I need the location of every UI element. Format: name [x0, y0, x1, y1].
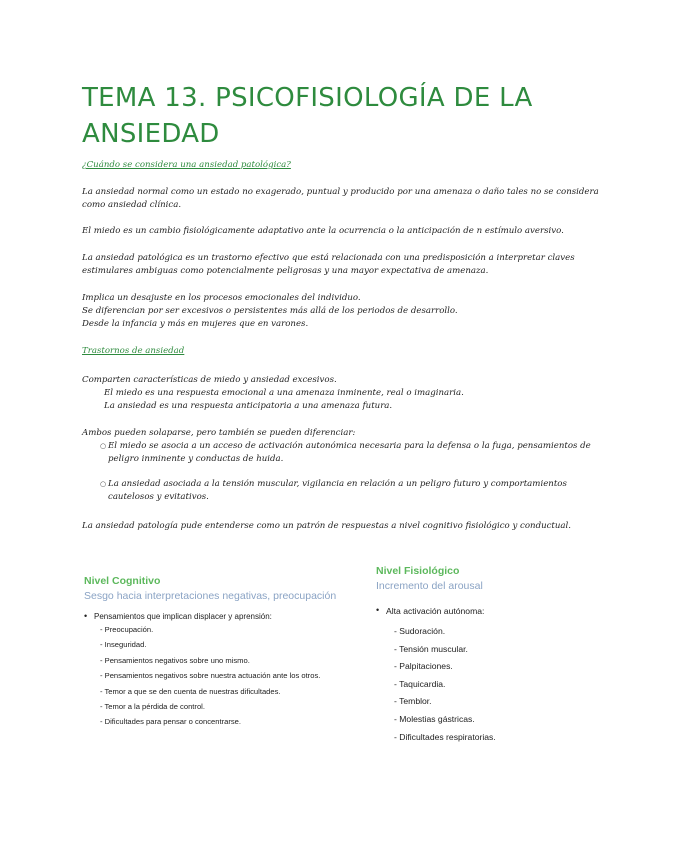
list-item: - Temor a que se den cuenta de nuestras dificultades.: [100, 686, 281, 696]
list-item: - Pensamientos negativos sobre nuestra actuación ante los otros.: [100, 671, 321, 681]
page-title: TEMA 13. PSICOFISIOLOGÍA DE LA ANSIEDAD: [82, 83, 533, 149]
cognitive-level-card: [84, 575, 374, 733]
list-item: ○ El miedo se asocia a un acceso de activación autonómica necesaria para la defensa o la fuga, pensamientos de peligro inminente y conductas de huida.: [100, 441, 591, 464]
physiological-level-card: [376, 565, 636, 749]
text-line: Comparten características de miedo y ansiedad excesivos.: [82, 375, 337, 385]
list-item: - Temor a la pérdida de control.: [100, 701, 205, 711]
card-subtitle: Incremento del arousal: [376, 580, 483, 592]
text-line: Implica un desajuste en los procesos emocionales del individuo.: [82, 293, 361, 303]
list-item: - Taquicardia.: [394, 678, 446, 689]
list-item: - Temblor.: [394, 696, 432, 707]
list-item: - Dificultades para pensar o concentrarse.: [100, 717, 241, 727]
card-subtitle: Sesgo hacia interpretaciones negativas, preocupación: [84, 590, 337, 602]
paragraph-differences: [82, 427, 602, 504]
physiological-list: [376, 626, 636, 742]
list-item: - Sudoración.: [394, 626, 446, 636]
text-line: El miedo es una respuesta emocional a una amenaza inminente, real o imaginaria.: [104, 388, 464, 398]
card-title: Nivel Fisiológico: [376, 565, 460, 577]
list-lead: • Alta activación autónoma:: [376, 606, 636, 616]
list-item: - Preocupación.: [100, 625, 154, 634]
list-item: - Inseguridad.: [100, 640, 147, 650]
paragraph-fear: El miedo es un cambio fisiológicamente adaptativo ante la ocurrencia o la anticipación de n estímulo aversivo.: [82, 226, 564, 236]
list-item: - Dificultades respiratorias.: [394, 731, 496, 742]
bullet-icon: ○: [100, 480, 107, 488]
list-item: - Pensamientos negativos sobre uno mismo.: [100, 655, 250, 665]
paragraph-normal-anxiety: La ansiedad normal como un estado no exagerado, puntual y producido por una amenaza o daño tales no se considera como ansiedad clínica.: [82, 187, 599, 210]
text-line: La ansiedad es una respuesta anticipatoria a una amenaza futura.: [104, 401, 393, 411]
list-item: - Tensión muscular.: [394, 643, 468, 654]
list-item: - Palpitaciones.: [394, 661, 453, 672]
card-title: Nivel Cognitivo: [84, 575, 161, 587]
section-heading-disorders: Trastornos de ansiedad: [82, 346, 185, 356]
paragraph-shared-features: [82, 374, 602, 413]
cognitive-list: [84, 625, 374, 726]
paragraph-pattern: La ansiedad patología pude entenderse como un patrón de respuestas a nivel cognitivo fisiológico y conductual.: [82, 521, 572, 531]
bullet-icon: ○: [100, 442, 107, 450]
text-line: Desde la infancia y más en mujeres que en varones.: [82, 319, 309, 329]
list-item: - Molestias gástricas.: [394, 713, 475, 724]
paragraph-pathological-anxiety: La ansiedad patológica es un trastorno efectivo que está relacionada con una predisposición a interpretar claves estimulares ambiguas como potencialmente peligrosas y una mayor expectativa de amenaza.: [82, 253, 575, 276]
list-lead: • Pensamientos que implican displacer y aprensión:: [84, 612, 374, 621]
text-line: Se diferencian por ser excesivos o persistentes más allá de los periodos de desarrollo.: [82, 306, 458, 316]
section-heading-pathological: ¿Cuándo se considera una ansiedad patológica?: [82, 160, 291, 170]
paragraph-maladjustment: [82, 292, 602, 331]
text-line: Ambos pueden solaparse, pero también se pueden diferenciar:: [82, 428, 356, 438]
list-item: ○ La ansiedad asociada a la tensión muscular, vigilancia en relación a un peligro futuro y comportamientos cautelosos y evitativos.: [100, 479, 567, 502]
